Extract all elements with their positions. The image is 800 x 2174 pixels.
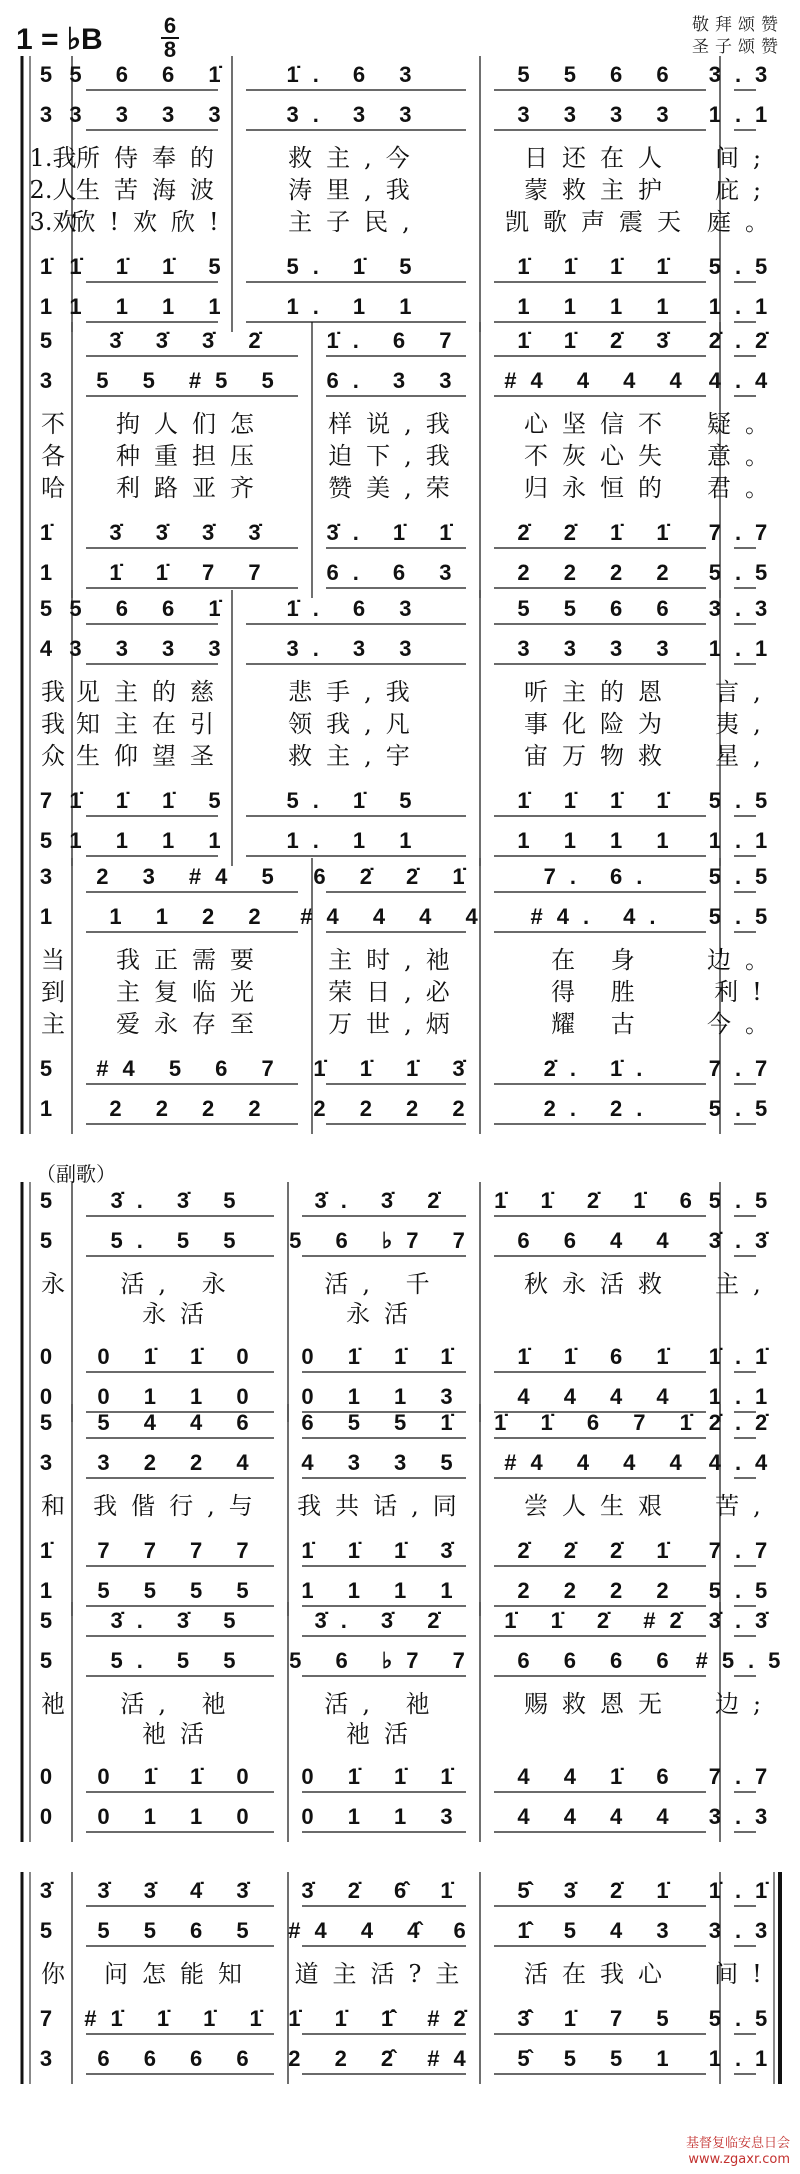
notation-text: 2 2 2 2 — [517, 560, 683, 585]
notation-text: 5.5 — [708, 1188, 782, 1213]
notation-text: 4 3 3 5 — [301, 1450, 467, 1475]
lyric-text: 生仰望圣 — [76, 742, 228, 770]
lyric-text: 在 身 — [551, 946, 649, 974]
notation-text: 7.7 — [708, 520, 782, 545]
notation-text: 5 — [39, 1918, 67, 1943]
lyric-text: 疑。 — [707, 410, 783, 438]
notation-text: 0 1 1 0 — [97, 1804, 263, 1829]
notation-text: 3. 3 3 — [286, 636, 426, 661]
lyric-text: 日还在人 — [524, 144, 676, 172]
lyric-text: 庭。 — [707, 208, 783, 236]
notation-text: 0 1̇ 1̇ 1̇ — [301, 1764, 467, 1789]
notation-text: 2 3 #4 5 — [96, 864, 288, 889]
notation-text: 0 1̇ 1̇ 0 — [97, 1344, 263, 1369]
lyric-text: 君。 — [707, 474, 783, 502]
notation-text: 3̇. 3̇ 2̇ — [314, 1608, 454, 1633]
notation-text: 5.5 — [708, 788, 782, 813]
notation-text: 6. 6 3 — [326, 560, 466, 585]
notation-text: 5 6 ♭7 7 — [289, 1228, 479, 1253]
lyric-text: 救主,宇 — [288, 742, 424, 770]
notation-text: 3̇. 1̇ 1̇ — [326, 520, 466, 545]
notation-text: 5 6 ♭7 7 — [289, 1648, 479, 1673]
lyric-text: 间; — [714, 144, 776, 172]
lyric-text: 今。 — [707, 1010, 783, 1038]
notation-text: 2 2 2̂ #4 — [288, 2046, 480, 2071]
notation-text: 1̇ 1̇ 1̇ 5 — [69, 254, 235, 279]
notation-text: 3.3 — [708, 1918, 782, 1943]
notation-text: #1̇ 1̇ 1̇ 1̇ — [84, 2006, 276, 2031]
notation-text: 3̇ 3̇ 3̇ 2̇ — [109, 328, 275, 353]
notation-text: 2̇.2̇ — [708, 1410, 782, 1435]
notation-text: 1.1 — [708, 1384, 782, 1409]
notation-text: 1.1 — [708, 2046, 782, 2071]
notation-text: 3 3 3 3 — [517, 102, 683, 127]
lyric-text: 道主活?主 — [294, 1960, 474, 1988]
notation-text: 5 4 4 6 — [97, 1410, 263, 1435]
notation-text: 7 — [39, 788, 67, 813]
notation-text: 5. 5 5 — [110, 1648, 250, 1673]
lyric-text: 宙万物救 — [524, 742, 676, 770]
notation-text: 2̇.2̇ — [708, 328, 782, 353]
notation-text: 3 3 3 3 — [517, 636, 683, 661]
lyric-text: 归永恒的 — [524, 474, 676, 502]
notation-text: 4 — [39, 636, 67, 661]
lyric-text: 活, 祂 — [120, 1690, 240, 1718]
lyric-text: 得 胜 — [551, 978, 649, 1006]
lyric-text: 我 — [41, 678, 65, 706]
notation-text: 1 1 1 1 — [517, 294, 683, 319]
lyric-text: 心坚信不 — [524, 410, 676, 438]
notation-text: 5 — [39, 62, 67, 87]
notation-text: 0 1 1 3 — [301, 1384, 467, 1409]
notation-text: 1̇ — [39, 1538, 67, 1563]
notation-text: 5 6 6 1̇ — [69, 596, 235, 621]
lyric-text: 苦, — [715, 1492, 775, 1520]
lyric-text: 意。 — [707, 442, 783, 470]
notation-text: 1. 1 1 — [286, 828, 426, 853]
notation-text: 6. 3 3 — [326, 368, 466, 393]
notation-text: 3̇. 3̇ 5 — [110, 1608, 250, 1633]
lyric-text: 祂活 — [142, 1720, 218, 1748]
notation-text: 3 — [39, 102, 67, 127]
notation-text: 5̂̇ 3̇ 2̇ 1̇ — [517, 1878, 683, 1903]
lyric-text: 永 — [41, 1270, 65, 1298]
lyric-text: 主 — [41, 1010, 65, 1038]
lyric-text: 哈 — [41, 474, 65, 502]
notation-text: 5 — [39, 1410, 67, 1435]
lyric-text: 所侍奉的 — [76, 144, 228, 172]
watermark — [686, 2136, 790, 2168]
notation-text: 3 — [39, 368, 67, 393]
notation-text: 1 1 1 1 — [69, 294, 235, 319]
lyric-text: 我共话,同 — [297, 1492, 471, 1520]
notation-text: 3̇ — [39, 1878, 67, 1903]
notation-text: 3 — [39, 2046, 67, 2071]
notation-text: #4 4 4 4 — [504, 368, 696, 393]
lyric-text: 事化险为 — [524, 710, 676, 738]
lyric-text: 秋永活救 — [524, 1270, 676, 1298]
lyric-text: 万世,炳 — [328, 1010, 464, 1038]
lyric-text: 言, — [715, 678, 775, 706]
lyric-text: 荣日,必 — [328, 978, 464, 1006]
notation-text: 6 5 5 1̇ — [301, 1410, 467, 1435]
lyric-text: 活, 永 — [120, 1270, 240, 1298]
lyric-text: 永活 — [346, 1300, 422, 1328]
notation-text: 6 2̇ 2̇ 1̇ — [313, 864, 479, 889]
notation-text: 5.5 — [708, 2006, 782, 2031]
notation-text: 3̇. 3̇ 2̇ — [314, 1188, 454, 1213]
chorus-label: （副歌） — [36, 1162, 116, 1186]
notation-text: 1̇ 1̇ 1̂̇ #2̇ — [288, 2006, 480, 2031]
notation-text: 1.1 — [708, 828, 782, 853]
notation-text: 5 — [39, 828, 67, 853]
notation-text: 1̇ 1̇ 6 7 1̇ — [494, 1410, 706, 1435]
notation-text: 2̇ 2̇ 2̇ 1̇ — [517, 1538, 683, 1563]
lyric-text: 欣!欢欣! — [71, 208, 233, 236]
notation-text: 1.1 — [708, 294, 782, 319]
notation-text: 6 6 4 4 — [517, 1228, 683, 1253]
lyric-text: 1.我 — [29, 144, 77, 172]
notation-text: #4 4 4̂ 6 — [288, 1918, 480, 1943]
lyric-text: 涛里,我 — [288, 176, 424, 204]
notation-text: 1̂̇ 5 4 3 — [517, 1918, 683, 1943]
lyric-text: 我 — [41, 710, 65, 738]
lyric-text: 活在我心 — [524, 1960, 676, 1988]
lyric-text: 迫下,我 — [328, 442, 464, 470]
notation-text: 5 5 #5 5 — [96, 368, 288, 393]
notation-text: 5.5 — [708, 560, 782, 585]
lyric-text: 祂活 — [346, 1720, 422, 1748]
lyric-text: 不灰心失 — [524, 442, 676, 470]
lyric-text: 凯歌声震天 — [505, 208, 695, 236]
notation-text: 5 — [39, 1648, 67, 1673]
notation-text: 3 3 3 3 — [69, 636, 235, 661]
notation-text: 1 — [39, 1578, 67, 1603]
lyric-text: 间! — [714, 1960, 776, 1988]
notation-text: 0 — [39, 1764, 67, 1789]
watermark-line-2: www.zgaxr.com — [688, 2152, 790, 2167]
lyric-text: 庇; — [714, 176, 776, 204]
notation-text: 6 6 6 6 — [97, 2046, 263, 2071]
notation-text: #4. 4. — [530, 904, 670, 929]
notation-text: 1. 1 1 — [286, 294, 426, 319]
lyric-text: 3.欢 — [29, 208, 77, 236]
notation-text: 1̇ 1̇ 2̇ 3̇ — [517, 328, 683, 353]
notation-text: 4.4 — [708, 368, 782, 393]
lyric-text: 见主的慈 — [76, 678, 228, 706]
notation-text: 3 — [39, 864, 67, 889]
notation-text: 0 — [39, 1344, 67, 1369]
notation-text: 2 2 2 2 — [517, 1578, 683, 1603]
lyric-text: 主, — [715, 1270, 775, 1298]
notation-text: 1̇.1̇ — [708, 1344, 782, 1369]
lyric-text: 边; — [714, 1690, 776, 1718]
notation-text: 5.5 — [708, 1096, 782, 1121]
lyric-text: 活, 祂 — [324, 1690, 444, 1718]
lyric-text: 爱永存至 — [116, 1010, 268, 1038]
lyric-text: 不 — [41, 410, 65, 438]
lyric-text: 到 — [41, 978, 65, 1006]
lyric-text: 我偕行,与 — [93, 1492, 267, 1520]
notation-text: 3̇ 2̇ 6̂ 1̇ — [301, 1878, 467, 1903]
notation-text: 2. 2. — [543, 1096, 657, 1121]
notation-text: 5 — [39, 1228, 67, 1253]
notation-text: 3̇.3̇ — [708, 1228, 782, 1253]
notation-text: 1 — [39, 1096, 67, 1121]
notation-text: 5 5 5 5 — [97, 1578, 263, 1603]
watermark-line-1: 基督复临安息日会 — [685, 2136, 790, 2151]
hymn-subcategory: 圣子颂赞 — [692, 37, 784, 57]
notation-text: 1̇ — [39, 520, 67, 545]
notation-text: 3.3 — [708, 62, 782, 87]
notation-text: 1 1 1 1 — [301, 1578, 467, 1603]
notation-text: 1̇ 1̇ 7 7 — [109, 560, 275, 585]
notation-text: 5.5 — [708, 254, 782, 279]
lyric-text: 蒙救主护 — [524, 176, 676, 204]
notation-text: 5̂ 5 5 1 — [517, 2046, 683, 2071]
lyric-text: 生苦海波 — [76, 176, 228, 204]
lyric-text: 利! — [714, 978, 776, 1006]
notation-text: 5. 1̇ 5 — [286, 788, 426, 813]
notation-text: 1 1 1 1 — [69, 828, 235, 853]
lyric-text: 拘人们怎 — [116, 410, 268, 438]
notation-text: 7 7 7 7 — [97, 1538, 263, 1563]
lyric-text: 救主,今 — [288, 144, 424, 172]
notation-text: 1̇ 1̇ 6 1̇ — [517, 1344, 683, 1369]
lyric-text: 众 — [41, 742, 65, 770]
notation-text: 7.7 — [708, 1538, 782, 1563]
notation-text: 0 1 1 0 — [97, 1384, 263, 1409]
notation-text: 3 — [39, 1450, 67, 1475]
key-signature: 1 = ♭B — [16, 23, 103, 56]
lyric-text: 主复临光 — [116, 978, 268, 1006]
notation-text: 7.7 — [708, 1056, 782, 1081]
notation-text: #5.5 — [695, 1648, 795, 1673]
notation-text: 3̇.3̇ — [708, 1608, 782, 1633]
notation-text: 0 1 1 3 — [301, 1804, 467, 1829]
lyric-text: 活, 千 — [324, 1270, 444, 1298]
lyric-text: 你 — [41, 1960, 65, 1988]
notation-text: 1̇ 1̇ 1̇ 3̇ — [301, 1538, 467, 1563]
notation-text: 4.4 — [708, 1450, 782, 1475]
notation-text: #4 5 6 7 — [96, 1056, 288, 1081]
notation-text: 1̇ 1̇ 2̇ 1̇ 6 — [494, 1188, 706, 1213]
lyric-text: 样说,我 — [328, 410, 464, 438]
notation-text: 0 — [39, 1384, 67, 1409]
notation-text: 3 3 3 3 — [69, 102, 235, 127]
lyric-text: 耀 古 — [551, 1010, 649, 1038]
notation-text: 1.1 — [708, 102, 782, 127]
notation-text: 5 6 6 1̇ — [69, 62, 235, 87]
lyric-text: 赐救恩无 — [524, 1690, 676, 1718]
notation-text: 3̂̇ 1̇ 7 5 — [517, 2006, 683, 2031]
notation-text: 2̇ 2̇ 1̇ 1̇ — [517, 520, 683, 545]
notation-text: 5.5 — [708, 864, 782, 889]
notation-text: 1 — [39, 294, 67, 319]
notation-text: 1̇ 1̇ 2̇ #2̇ — [504, 1608, 696, 1633]
notation-text: 1̇ 1̇ 1̇ 5 — [69, 788, 235, 813]
notation-text: 5.5 — [708, 1578, 782, 1603]
time-signature-top: 6 — [163, 13, 177, 38]
notation-text: 0 — [39, 1804, 67, 1829]
lyric-text: 和 — [41, 1492, 65, 1520]
notation-text: 0 1̇ 1̇ 1̇ — [301, 1344, 467, 1369]
notation-text: 4 4 4 4 — [517, 1804, 683, 1829]
lyric-text: 主子民, — [288, 208, 424, 236]
lyric-text: 尝人生艰 — [524, 1492, 676, 1520]
notation-text: 5 — [39, 1608, 67, 1633]
notation-text: #4 4 4 4 — [504, 1450, 696, 1475]
notation-text: 1̇. 6 7 — [326, 328, 466, 353]
notation-text: 1̇. 6 3 — [286, 62, 426, 87]
time-signature-bottom: 8 — [163, 37, 177, 62]
notation-text: 0 1̇ 1̇ 0 — [97, 1764, 263, 1789]
notation-text: 1̇ 1̇ 1̇ 3̇ — [313, 1056, 479, 1081]
notation-text: 7.7 — [708, 1764, 782, 1789]
notation-text: 2 2 2 2 — [109, 1096, 275, 1121]
lyric-text: 种重担压 — [116, 442, 268, 470]
notation-text: 5 — [39, 1188, 67, 1213]
notation-text: 7 — [39, 2006, 67, 2031]
notation-text: 4 4 1̇ 6 — [517, 1764, 683, 1789]
lyric-text: 各 — [41, 442, 65, 470]
lyric-text: 悲手,我 — [288, 678, 424, 706]
lyric-text: 知主在引 — [76, 710, 228, 738]
notation-text: 3. 3 3 — [286, 102, 426, 127]
notation-text: 1̇.1̇ — [708, 1878, 782, 1903]
notation-text: 7. 6. — [543, 864, 657, 889]
lyric-text: 赞美,荣 — [328, 474, 464, 502]
lyric-text: 永活 — [142, 1300, 218, 1328]
notation-text: 1 — [39, 904, 67, 929]
notation-text: 1 1 1 1 — [517, 828, 683, 853]
notation-text: 1 — [39, 560, 67, 585]
lyric-text: 问怎能知 — [104, 1960, 256, 1988]
notation-text: 6 6 6 6 — [517, 1648, 683, 1673]
notation-text: 1̇. 6 3 — [286, 596, 426, 621]
hymn-category: 敬拜颂赞 — [692, 15, 784, 35]
notation-text: 5 — [39, 328, 67, 353]
lyric-text: 祂 — [41, 1690, 65, 1718]
lyric-text: 主时,祂 — [328, 946, 464, 974]
notation-text: 3̇ 3̇ 3̇ 3̇ — [109, 520, 275, 545]
lyric-text: 星, — [715, 742, 775, 770]
lyric-text: 边。 — [707, 946, 783, 974]
notation-text: 3 2 2 4 — [97, 1450, 263, 1475]
lyric-text: 我正需要 — [116, 946, 268, 974]
notation-text: 1̇ 1̇ 1̇ 1̇ — [517, 788, 683, 813]
notation-text: #4 4 4 4 — [300, 904, 492, 929]
notation-text: 3.3 — [708, 1804, 782, 1829]
notation-text: 2̇. 1̇. — [543, 1056, 657, 1081]
notation-text: 3.3 — [708, 596, 782, 621]
notation-text: 3̇. 3̇ 5 — [110, 1188, 250, 1213]
notation-text: 1̇ — [39, 254, 67, 279]
lyric-text: 2.人 — [29, 176, 77, 204]
notation-text: 1 1 2 2 — [109, 904, 275, 929]
notation-text: 5. 1̇ 5 — [286, 254, 426, 279]
notation-text: 3̇ 3̇ 4̇ 3̇ — [97, 1878, 263, 1903]
notation-text: 5. 5 5 — [110, 1228, 250, 1253]
notation-text: 5.5 — [708, 904, 782, 929]
notation-text: 2 2 2 2 — [313, 1096, 479, 1121]
notation-text: 5 — [39, 1056, 67, 1081]
notation-text: 5 5 6 6 — [517, 596, 683, 621]
notation-text: 1.1 — [708, 636, 782, 661]
notation-text: 4 4 4 4 — [517, 1384, 683, 1409]
lyric-text: 利路亚齐 — [116, 474, 268, 502]
notation-text: 5 5 6 6 — [517, 62, 683, 87]
lyric-text: 夷, — [715, 710, 775, 738]
notation-text: 5 — [39, 596, 67, 621]
notation-text: 5 5 6 5 — [97, 1918, 263, 1943]
lyric-text: 当 — [41, 946, 65, 974]
lyric-text: 领我,凡 — [288, 710, 424, 738]
notation-text: 1̇ 1̇ 1̇ 1̇ — [517, 254, 683, 279]
lyric-text: 听主的恩 — [524, 678, 676, 706]
